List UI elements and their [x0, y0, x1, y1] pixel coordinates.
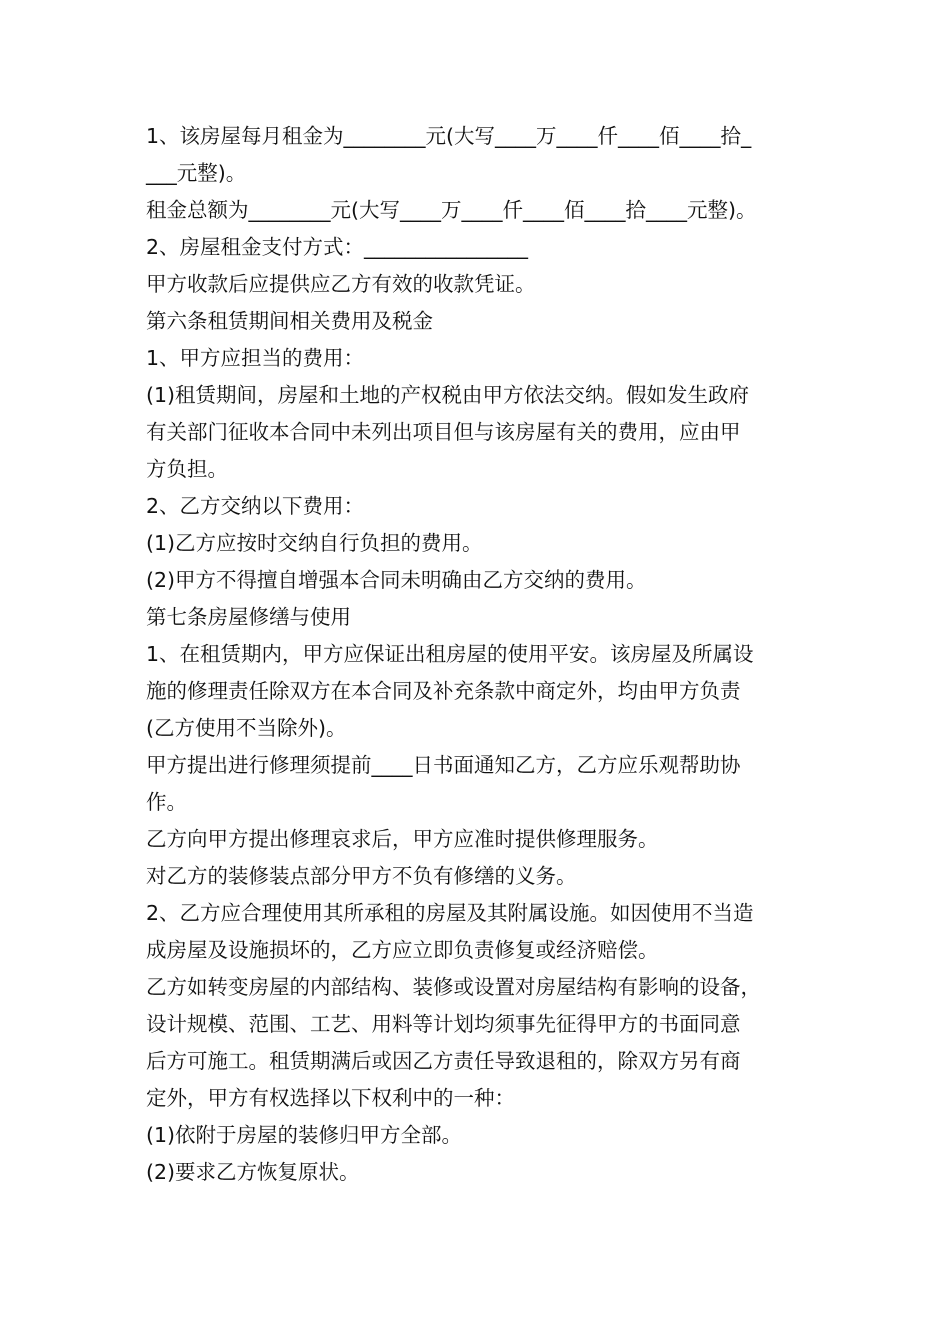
text-line: 成房屋及设施损坏的，乙方应立即负责修复或经济赔偿。 [146, 938, 659, 962]
text-line: (1)乙方应按时交纳自行负担的费用。 [146, 531, 483, 555]
text-line: 甲方提出进行修理须提前____日书面通知乙方，乙方应乐观帮助协 [146, 753, 741, 777]
text-line: 2、乙方应合理使用其所承租的房屋及其附属设施。如因使用不当造 [146, 901, 754, 925]
text-line: 乙方如转变房屋的内部结构、装修或设置对房屋结构有影响的设备， [146, 975, 761, 999]
text-line: (乙方使用不当除外)。 [146, 716, 347, 740]
text-line: 2、房屋租金支付方式：________________ [146, 235, 529, 259]
text-line: (2)要求乙方恢复原状。 [146, 1160, 360, 1184]
text-line: 乙方向甲方提出修理哀求后，甲方应准时提供修理服务。 [146, 827, 659, 851]
text-line: (1)依附于房屋的装修归甲方全部。 [146, 1123, 463, 1147]
text-line: 作。 [146, 790, 187, 814]
text-line: 有关部门征收本合同中未列出项目但与该房屋有关的费用，应由甲 [146, 420, 741, 444]
text-line: 2、乙方交纳以下费用： [146, 494, 365, 518]
text-line: 对乙方的装修装点部分甲方不负有修缮的义务。 [146, 864, 577, 888]
text-line: 定外，甲方有权选择以下权利中的一种： [146, 1086, 515, 1110]
document-body [146, 118, 816, 1191]
text-line: (2)甲方不得擅自增强本合同未明确由乙方交纳的费用。 [146, 568, 647, 592]
text-line: ___元整)。 [146, 161, 247, 185]
text-line: 1、甲方应担当的费用： [146, 346, 365, 370]
text-line: 1、在租赁期内，甲方应保证出租房屋的使用平安。该房屋及所属设 [146, 642, 754, 666]
text-line: 租金总额为________元(大写____万____仟____佰____拾____元整)。 [146, 198, 757, 222]
text-line: 后方可施工。租赁期满后或因乙方责任导致退租的，除双方另有商 [146, 1049, 741, 1073]
text-line: 设计规模、范围、工艺、用料等计划均须事先征得甲方的书面同意 [146, 1012, 741, 1036]
text-line: (1)租赁期间，房屋和土地的产权税由甲方依法交纳。假如发生政府 [146, 383, 750, 407]
text-line: 方负担。 [146, 457, 228, 481]
section-heading: 第七条房屋修缮与使用 [146, 605, 351, 629]
section-heading: 第六条租赁期间相关费用及税金 [146, 309, 433, 333]
text-line: 施的修理责任除双方在本合同及补充条款中商定外，均由甲方负责 [146, 679, 741, 703]
text-line: 甲方收款后应提供应乙方有效的收款凭证。 [146, 272, 536, 296]
text-line: 1、该房屋每月租金为________元(大写____万____仟____佰____拾_ [146, 124, 752, 148]
